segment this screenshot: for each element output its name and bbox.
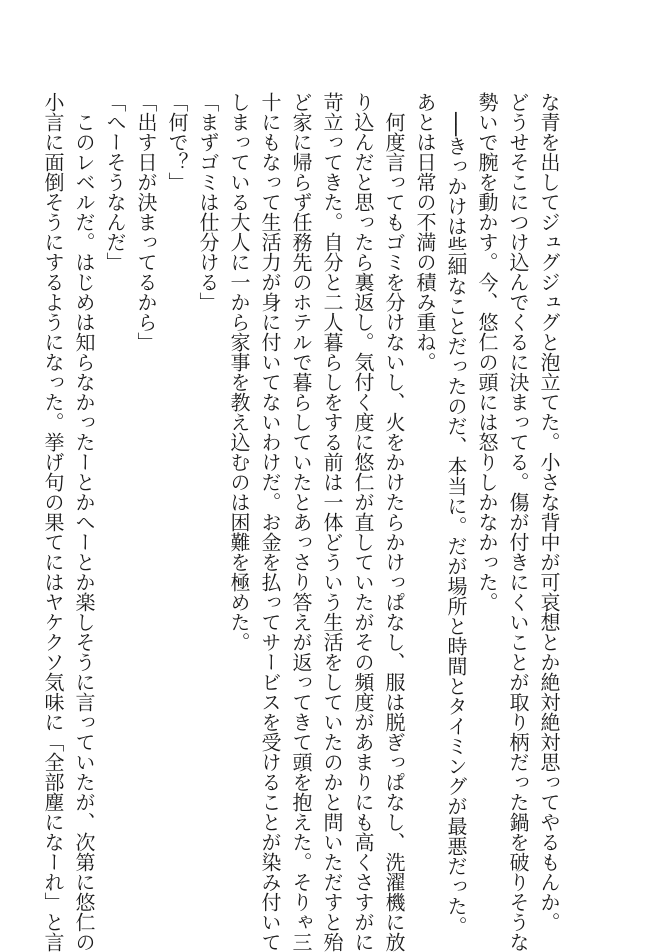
text-line-2: どうせそこにつけ込んでくるに決まってる。傷が付きにくいことが取り柄だった鍋を破りそうな <box>506 92 530 952</box>
text-line-12: 「まずゴミは仕分ける」 <box>196 92 220 312</box>
text-line-6: 何度言ってもゴミを分けないし、火をかけたらかけっぱなし、服は脱ぎっぱなし、洗濯機に放 <box>382 92 406 952</box>
text-line-17: 小言に面倒そうにするようになった。挙げ句の果てにはヤケクソ気味に「全部塵になーれ」と言 <box>41 92 65 952</box>
text-line-16: このレベルだ。はじめは知らなかったーとかへーとか楽しそうに言っていたが、次第に悠仁の <box>72 92 96 952</box>
text-line-7: り込んだと思ったら裏返し。気付く度に悠仁が直していたがその頻度があまりにも高くさすがに <box>351 92 375 952</box>
text-line-5: あとは日常の不満の積み重ね。 <box>413 92 437 372</box>
text-line-13: 「何で？」 <box>165 92 189 192</box>
text-line-4: ──きっかけは些細なことだったのだ、本当に。だが場所と時間とタイミングが最悪だった。 <box>444 92 468 937</box>
text-line-11: しまっている大人に一から家事を教え込むのは困難を極めた。 <box>227 92 251 652</box>
text-line-15: 「へーそうなんだ」 <box>103 92 127 272</box>
text-line-8: 苛立ってきた。自分と二人暮らしをする前は一体どういう生活をしていたのかと問いただすと殆 <box>320 92 344 952</box>
text-line-10: 十にもなって生活力が身に付いてないわけだ。お金を払ってサービスを受けることが染み付いて <box>258 92 282 952</box>
vertical-text-body <box>37 92 564 952</box>
text-line-1: な青を出してジュグジュグと泡立てた。小さな背中が可哀想とか絶対絶対思ってやるもんか。 <box>537 92 561 932</box>
text-line-3: 勢いで腕を動かす。今、悠仁の頭には怒りしかなかった。 <box>475 92 499 612</box>
text-line-14: 「出す日が決まってるから」 <box>134 92 158 352</box>
text-line-9: ど家に帰らず任務先のホテルで暮らしていたとあっさり答えが返ってきて頭を抱えた。そりゃ三 <box>289 92 313 952</box>
